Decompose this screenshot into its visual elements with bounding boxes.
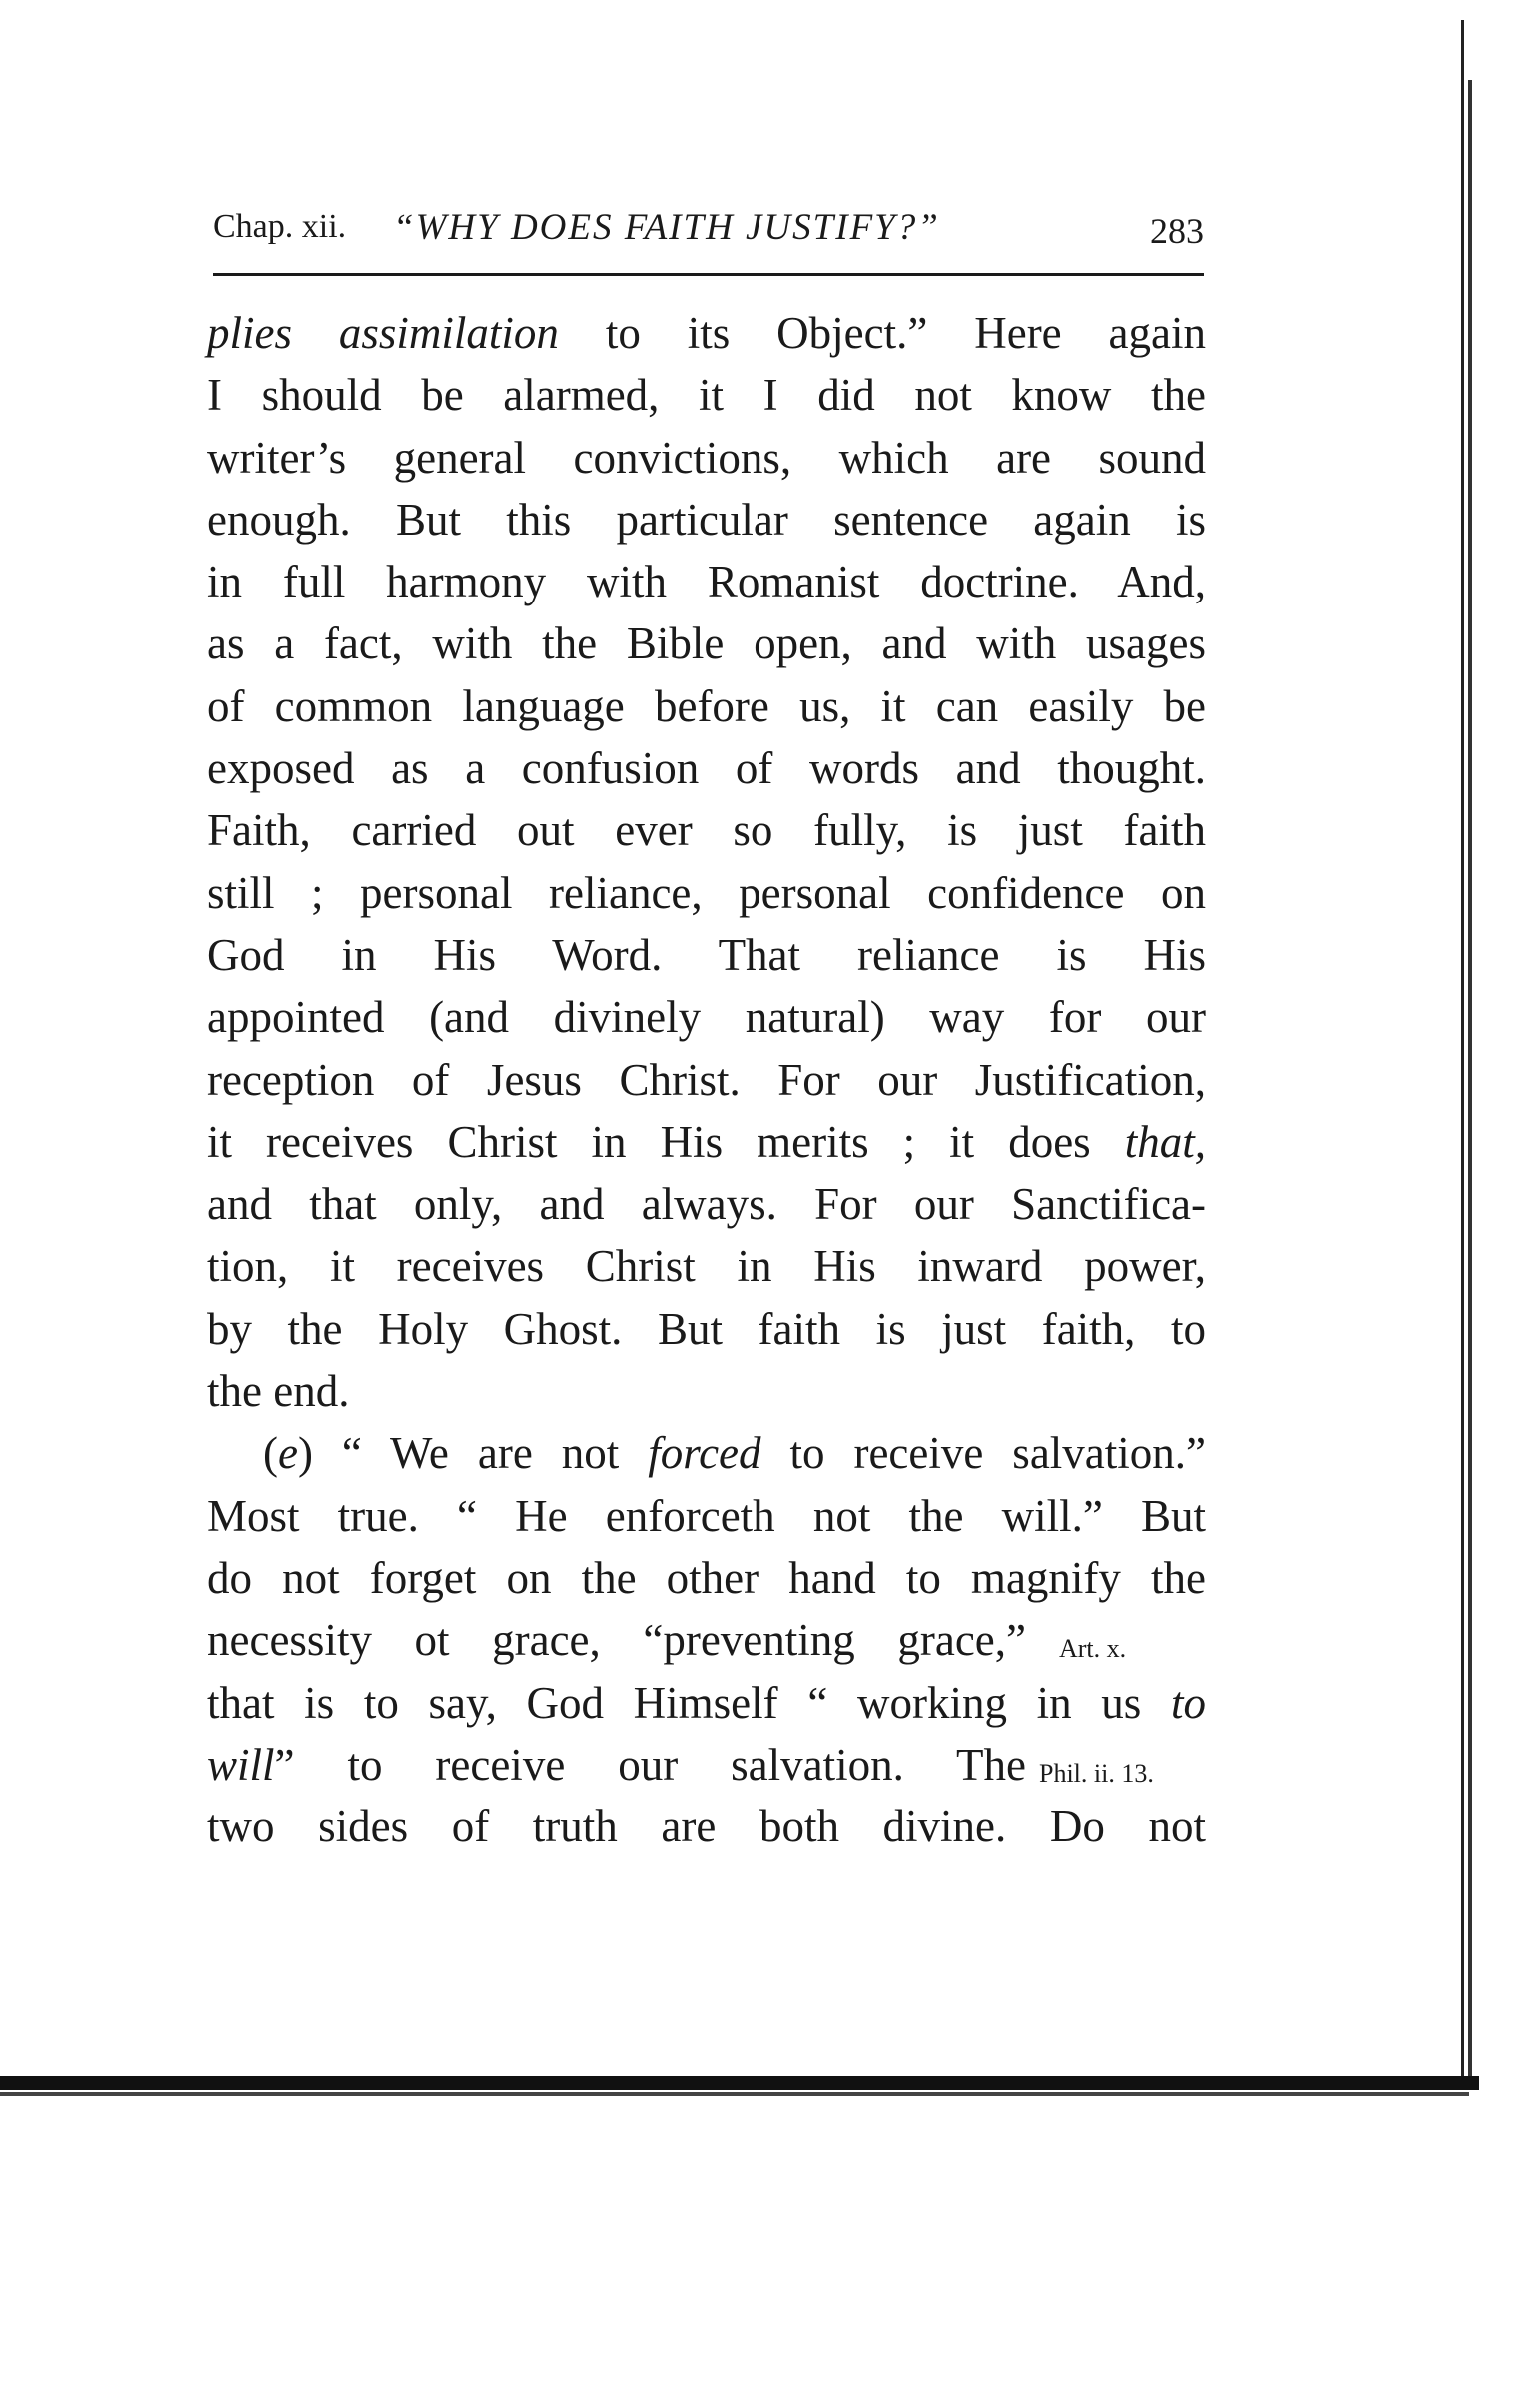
text-line [207, 302, 1206, 364]
text-line: of common language before us, it can easily be [207, 680, 1206, 731]
italic-word: to [1170, 1677, 1206, 1728]
header-rule [213, 273, 1204, 276]
italic-phrase: plies assimilation [207, 308, 559, 358]
text-line: tion, it receives Christ in His inward power, [207, 1241, 1206, 1292]
text-line [207, 1672, 1206, 1734]
text-line: Faith, carried out ever so fully, is just faith [207, 805, 1206, 856]
edge-rule [1461, 20, 1464, 2088]
text-line: and that only, and always. For our Sanctifica- [207, 1179, 1206, 1230]
text-line: God in His Word. That reliance is His [207, 929, 1206, 980]
line-fragment: to its Object.” Here again [558, 308, 1206, 358]
bottom-edge-rule [0, 2092, 1469, 2096]
text-line [207, 1111, 1206, 1173]
italic-word: forced [648, 1428, 761, 1479]
text-line: writer’s general convictions, which are sound [207, 432, 1206, 483]
text-line: still ; personal reliance, personal confidence on [207, 867, 1206, 918]
text-line [207, 1734, 1026, 1796]
text-line: as a fact, with the Bible open, and with usages [207, 618, 1206, 669]
line-fragment: ( [263, 1428, 278, 1479]
running-head [213, 200, 1204, 260]
margin-note-article: Art. x. [1059, 1634, 1127, 1663]
margin-note-scripture: Phil. ii. 13. [1039, 1759, 1154, 1788]
text-line: in full harmony with Romanist doctrine. And, [207, 557, 1206, 607]
body-text [207, 302, 1206, 1857]
page-edge-rules [1461, 20, 1475, 2088]
chapter-title: “WHY DOES FAITH JUSTIFY?” [393, 207, 940, 248]
text-line: necessity ot grace, “preventing grace,” [207, 1615, 1026, 1666]
text-line: appointed (and divinely natural) way for our [207, 992, 1206, 1043]
line-fragment: it receives Christ in His merits ; it does [207, 1116, 1125, 1167]
text-line: enough. But this particular sentence again is [207, 494, 1206, 545]
page-number: 283 [1150, 211, 1204, 251]
italic-word: that, [1124, 1116, 1206, 1167]
text-line [207, 1422, 1206, 1484]
line-fragment: to receive salvation.” [760, 1428, 1206, 1479]
line-fragment: ” to receive our salvation. The [274, 1739, 1026, 1790]
text-line: exposed as a confusion of words and thought. [207, 743, 1206, 794]
edge-rule [1468, 80, 1472, 2088]
text-line: reception of Jesus Christ. For our Justification, [207, 1054, 1206, 1105]
text-line: Most true. “ He enforceth not the will.” But [207, 1490, 1206, 1541]
italic-letter: e [278, 1428, 298, 1479]
line-fragment: ) “ We are not [297, 1428, 649, 1479]
text-line: the end. [207, 1366, 350, 1417]
chapter-label: Chap. xii. [213, 208, 347, 245]
text-line: by the Holy Ghost. But faith is just faith, to [207, 1303, 1206, 1354]
text-line: I should be alarmed, it I did not know the [207, 370, 1206, 421]
bottom-edge-bar [0, 2076, 1479, 2090]
italic-word: will [207, 1739, 275, 1790]
text-line: two sides of truth are both divine. Do not [207, 1802, 1206, 1852]
line-fragment: that is to say, God Himself “ working in us [207, 1677, 1171, 1728]
text-line: do not forget on the other hand to magnify the [207, 1552, 1206, 1603]
